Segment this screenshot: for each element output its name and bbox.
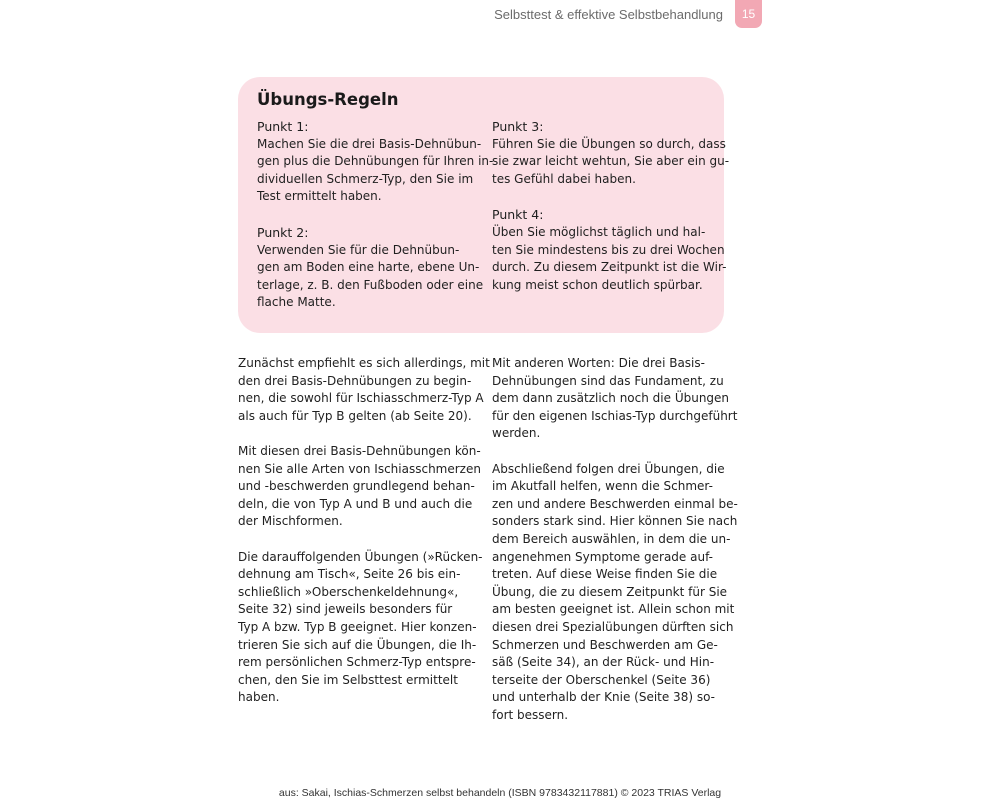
paragraph-text-line: Abschließend folgen drei Übungen, die <box>492 461 725 476</box>
paragraph-text-line: haben. <box>238 690 280 705</box>
rule-heading: Punkt 1: <box>257 119 309 134</box>
paragraph-text-line: Übung, die zu diesem Zeitpunkt für Sie <box>492 584 728 599</box>
rule-heading: Punkt 3: <box>492 119 544 134</box>
rule-text-line: gen plus die Dehnübungen für Ihren in- <box>257 154 494 169</box>
paragraph-text-line: deln, die von Typ A und B und auch die <box>238 496 473 511</box>
rule-text-line: Verwenden Sie für die Dehnübun- <box>257 242 460 257</box>
paragraph-text-line: Die darauffolgenden Übungen (»Rücken- <box>238 549 483 564</box>
rules-column-left <box>257 118 494 330</box>
rule-block <box>492 206 727 294</box>
paragraph-text-line: als auch für Typ B gelten (ab Seite 20). <box>238 408 472 423</box>
body-paragraph <box>492 355 738 443</box>
body-paragraph <box>238 549 483 707</box>
paragraph-text-line: sonders stark sind. Hier können Sie nach <box>492 514 738 529</box>
paragraph-text-line: Dehnübungen sind das Fundament, zu <box>492 373 724 388</box>
rule-block <box>492 118 730 188</box>
paragraph-text-line: Seite 32) sind jeweils besonders für <box>238 602 453 617</box>
paragraph-text-line: zen und andere Beschwerden einmal be- <box>492 496 738 511</box>
paragraph-text-line: säß (Seite 34), an der Rück- und Hin- <box>492 655 715 670</box>
rule-text-line: kung meist schon deutlich spürbar. <box>492 277 703 292</box>
paragraph-text-line: Zunächst empfiehlt es sich allerdings, mit <box>238 356 490 370</box>
rule-text-line: dividuellen Schmerz-Typ, den Sie im <box>257 171 474 186</box>
paragraph-text-line: Typ A bzw. Typ B geeignet. Hier konzen- <box>238 619 477 634</box>
rule-block <box>257 118 494 206</box>
running-header-title: Selbsttest & effektive Selbstbehandlung <box>494 7 723 22</box>
rule-text-line: Test ermittelt haben. <box>257 189 382 204</box>
paragraph-text-line: nen, die sowohl für Ischiasschmerz-Typ A <box>238 391 484 406</box>
rule-text-line: flache Matte. <box>257 295 336 310</box>
rule-text-line: gen am Boden eine harte, ebene Un- <box>257 260 480 275</box>
rule-text-line: terlage, z. B. den Fußboden oder eine <box>257 277 484 292</box>
body-text-column-left <box>238 355 490 707</box>
rule-heading: Punkt 2: <box>257 224 309 240</box>
paragraph-text-line: Schmerzen und Beschwerden am Ge- <box>492 637 718 652</box>
rule-text-line: durch. Zu diesem Zeitpunkt ist die Wir- <box>492 260 727 275</box>
paragraph-text-line: im Akutfall helfen, wenn die Schmer- <box>492 479 713 494</box>
paragraph-text-line: am besten geeignet ist. Allein schon mit <box>492 602 735 617</box>
body-paragraph <box>238 443 481 531</box>
paragraph-text-line: für den eigenen Ischias-Typ durchgeführt <box>492 408 738 423</box>
paragraph-text-line: und unterhalb der Knie (Seite 38) so- <box>492 690 715 705</box>
paragraph-text-line: schließlich »Oberschenkeldehnung«, <box>238 584 459 599</box>
paragraph-text-line: rem persönlichen Schmerz-Typ entspre- <box>238 655 476 670</box>
paragraph-text-line: nen Sie alle Arten von Ischiasschmerzen <box>238 461 481 476</box>
paragraph-text-line: werden. <box>492 426 541 441</box>
paragraph-text-line: dem dann zusätzlich noch die Übungen <box>492 391 730 406</box>
paragraph-text-line: den drei Basis-Dehnübungen zu begin- <box>238 373 472 388</box>
page-number-badge: 15 <box>735 0 762 28</box>
exercise-rules-box <box>238 77 730 333</box>
paragraph-text-line: terseite der Oberschenkel (Seite 36) <box>492 672 711 687</box>
paragraph-text-line: trieren Sie sich auf die Übungen, die Ih- <box>238 637 477 652</box>
source-citation-footer: aus: Sakai, Ischias-Schmerzen selbst behandeln (ISBN 9783432117881) © 2023 TRIAS Verlag <box>278 787 722 799</box>
rules-box-title: Übungs-Regeln <box>257 90 399 109</box>
rule-text-line: Führen Sie die Übungen so durch, dass <box>492 136 726 151</box>
rule-text-line: Machen Sie die drei Basis-Dehnübun- <box>257 136 482 151</box>
paragraph-text-line: dehnung am Tisch«, Seite 26 bis ein- <box>238 567 461 582</box>
body-paragraph <box>492 461 738 725</box>
paragraph-text-line: fort bessern. <box>492 707 569 722</box>
rule-text-line: tes Gefühl dabei haben. <box>492 171 636 186</box>
rule-text-line: sie zwar leicht wehtun, Sie aber ein gu- <box>492 154 730 169</box>
rule-heading: Punkt 4: <box>492 207 544 223</box>
paragraph-text-line: Mit anderen Worten: Die drei Basis- <box>492 356 705 370</box>
paragraph-text-line: Mit diesen drei Basis-Dehnübungen kön- <box>238 443 481 458</box>
rules-column-right <box>492 118 730 312</box>
rule-block <box>257 224 484 312</box>
body-paragraph <box>238 355 490 425</box>
rule-text-line: ten Sie mindestens bis zu drei Wochen <box>492 242 725 257</box>
paragraph-text-line: treten. Auf diese Weise finden Sie die <box>492 567 718 582</box>
paragraph-text-line: diesen drei Spezialübungen dürften sich <box>492 619 734 634</box>
paragraph-text-line: und -beschwerden grundlegend behan- <box>238 479 475 494</box>
paragraph-text-line: chen, den Sie im Selbsttest ermittelt <box>238 672 458 687</box>
rule-text-line: Üben Sie möglichst täglich und hal- <box>492 224 706 239</box>
paragraph-text-line: der Mischformen. <box>238 514 343 529</box>
paragraph-text-line: dem Bereich auswählen, in dem die un- <box>492 531 731 546</box>
paragraph-text-line: angenehmen Symptome gerade auf- <box>492 549 713 564</box>
body-text-column-right <box>492 355 738 724</box>
